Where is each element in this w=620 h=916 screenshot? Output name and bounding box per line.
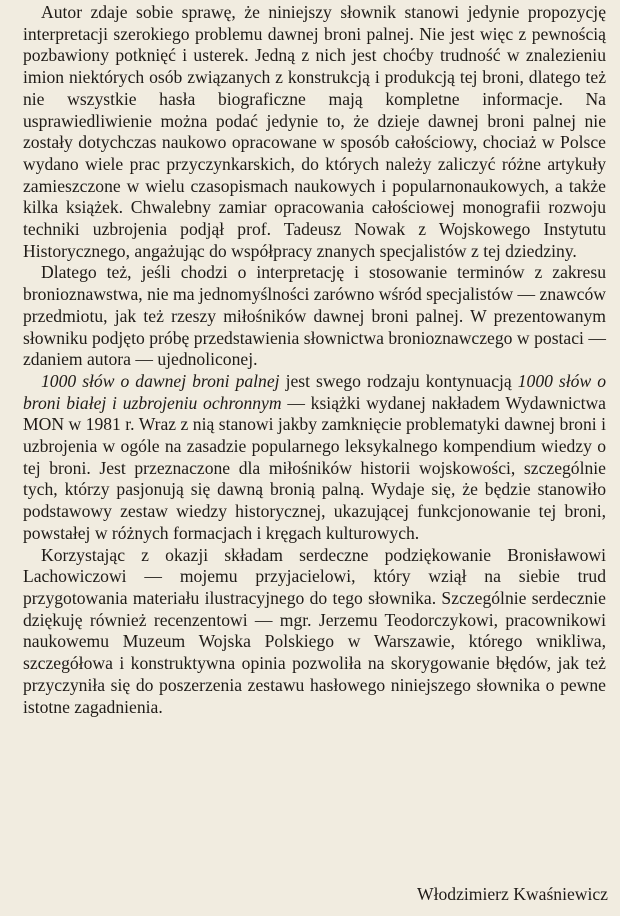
paragraph-book-context-text-1: jest swego rodzaju kontynuacją bbox=[279, 370, 518, 391]
document-body bbox=[23, 2, 606, 718]
paragraph-acknowledgements: Korzystając z okazji składam serdeczne podziękowanie Bronisławowi Lachowiczowi — mojemu przyjacielowi, który wziął na siebie trud przygotowania materiału ilustracyjnego do tego słownika. Szczególnie serdecznie dziękuję również recenzentowi — mgr. Jerzemu Teodorczykowi, pracownikowi naukowemu Muzeum Wojska Polskiego w Warszawie, którego wnikliwa, szczegółowa i konstruktywna opinia pozwoliła na skorygowanie błędów, jak też przyczyniła się do poszerzenia zestawu hasłowego niniejszego słownika o pewne istotne zagadnienia. bbox=[23, 544, 606, 717]
author-signature: Włodzimierz Kwaśniewicz bbox=[416, 884, 608, 904]
paragraph-terminology: Dlatego też, jeśli chodzi o interpretację i stosowanie terminów z zakresu bronioznawstwa, nie ma jednomyślności zarówno wśród specjalistów — znawców przedmiotu, jak też rzeszy miłośników dawnej broni palnej. W prezentowanym słowniku podjęto próbę przedstawienia słownictwa bronioznawczego w postaci — zdaniem autora — ujednoliconej. bbox=[23, 262, 606, 370]
paragraph-book-context-text-2: — książki wydanej nakładem Wydawnictwa MON w 1981 r. Wraz z nią stanowi jakby zamknięcie problematyki dawnej broni i uzbrojenia w ogóle na zasadzie popularnego leksykalnego kompendium wiedzy o tej broni. Jest przeznaczone dla miłośników historii wojskowości, szczególnie tych, którzy pasjonują się dawną bronią palną. Wydaje się, że będzie stanowiło podstawowy zestaw wiedzy historycznej, ukazującej funkcjonowanie tej broni, powstałej w różnych formacjach i kręgach kulturowych. bbox=[23, 392, 606, 543]
book-title-melee-armor: 1000 słów o broni białej i uzbrojeniu ochronnym bbox=[23, 370, 606, 413]
book-title-firearms: 1000 słów o dawnej broni palnej bbox=[41, 370, 280, 391]
paragraph-book-context bbox=[23, 371, 606, 545]
paragraph-author-disclaimer: Autor zdaje sobie sprawę, że niniejszy słownik stanowi jedynie propozycję interpretacji szerokiego problemu dawnej broni palnej. Nie jest więc z pewnością pozbawiony potknięć i usterek. Jedną z nich jest choćby trudność w znalezieniu imion niektórych osób związanych z konstrukcją i produkcją tej broni, dlatego też nie wszystkie hasła biograficzne mają kompletne informacje. Na usprawiedliwienie można podać jedynie to, że dzieje dawnej broni palnej nie zostały dotychczas naukowo opracowane w sposób całościowy, chociaż w Polsce wydano wiele prac przyczynkarskich, do których należy zaliczyć różne artykuły zamieszczone w wielu czasopismach naukowych i popularnonaukowych, a także kilka książek. Chwalebny zamiar opracowania całościowej monografii rozwoju techniki uzbrojenia podjął prof. Tadeusz Nowak z Wojskowego Instytutu Historycznego, angażując do współpracy znanych specjalistów z tej dziedziny. bbox=[23, 2, 606, 261]
